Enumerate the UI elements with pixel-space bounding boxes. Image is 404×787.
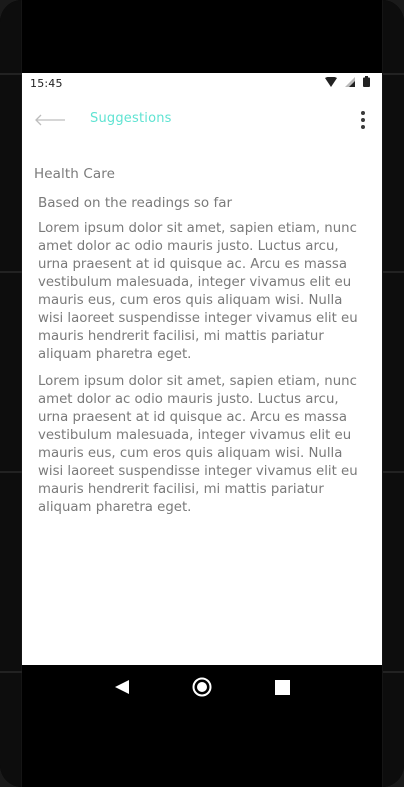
app-screen — [22, 73, 382, 665]
cellular-signal-icon — [345, 77, 355, 90]
more-vertical-icon-dot — [361, 118, 365, 122]
bezel-right — [382, 0, 404, 787]
more-vertical-icon-dot — [361, 111, 365, 115]
status-bar — [22, 73, 382, 93]
status-icons — [325, 76, 370, 90]
paragraph: Lorem ipsum dolor sit amet, sapien etiam, nunc amet dolor ac odio mauris justo. Luctus arcu, urna praesent at id quisque ac. Arcu es massa vestibulum malesuada, integer vivamus elit eu mauris eus, cum eros quis aliquam wisi. Nulla wisi laoreet suspendisse integer vivamus elit eu mauris hendrerit facilisi, mi mattis pariatur aliquam pharetra eget. — [38, 374, 358, 515]
wifi-icon — [325, 77, 337, 90]
overflow-menu-button[interactable] — [354, 108, 372, 132]
nav-home-icon — [192, 677, 212, 701]
arrow-left-icon — [34, 111, 66, 130]
status-time: 15:45 — [30, 76, 63, 90]
subheading: Based on the readings so far — [38, 195, 233, 211]
nav-back-icon — [114, 679, 130, 699]
nav-back-button[interactable] — [110, 677, 134, 701]
paragraph: Lorem ipsum dolor sit amet, sapien etiam, nunc amet dolor ac odio mauris justo. Luctus arcu, urna praesent at id quisque ac. Arcu es massa vestibulum malesuada, integer vivamus elit eu mauris eus, cum eros quis aliquam wisi. Nulla wisi laoreet suspendisse integer vivamus elit eu mauris hendrerit facilisi, mi mattis pariatur aliquam pharetra eget. — [38, 221, 358, 362]
system-nav-bar — [22, 665, 382, 713]
more-vertical-icon-dot — [361, 125, 365, 129]
section-title: Health Care — [34, 166, 115, 182]
bezel-left — [0, 0, 22, 787]
back-button[interactable] — [32, 107, 68, 133]
page-title: Suggestions — [90, 111, 172, 126]
nav-recents-button[interactable] — [270, 677, 294, 701]
app-bar — [22, 93, 382, 147]
nav-recents-icon — [275, 680, 290, 699]
battery-icon — [363, 76, 370, 90]
content-area — [22, 166, 382, 517]
nav-home-button[interactable] — [190, 677, 214, 701]
